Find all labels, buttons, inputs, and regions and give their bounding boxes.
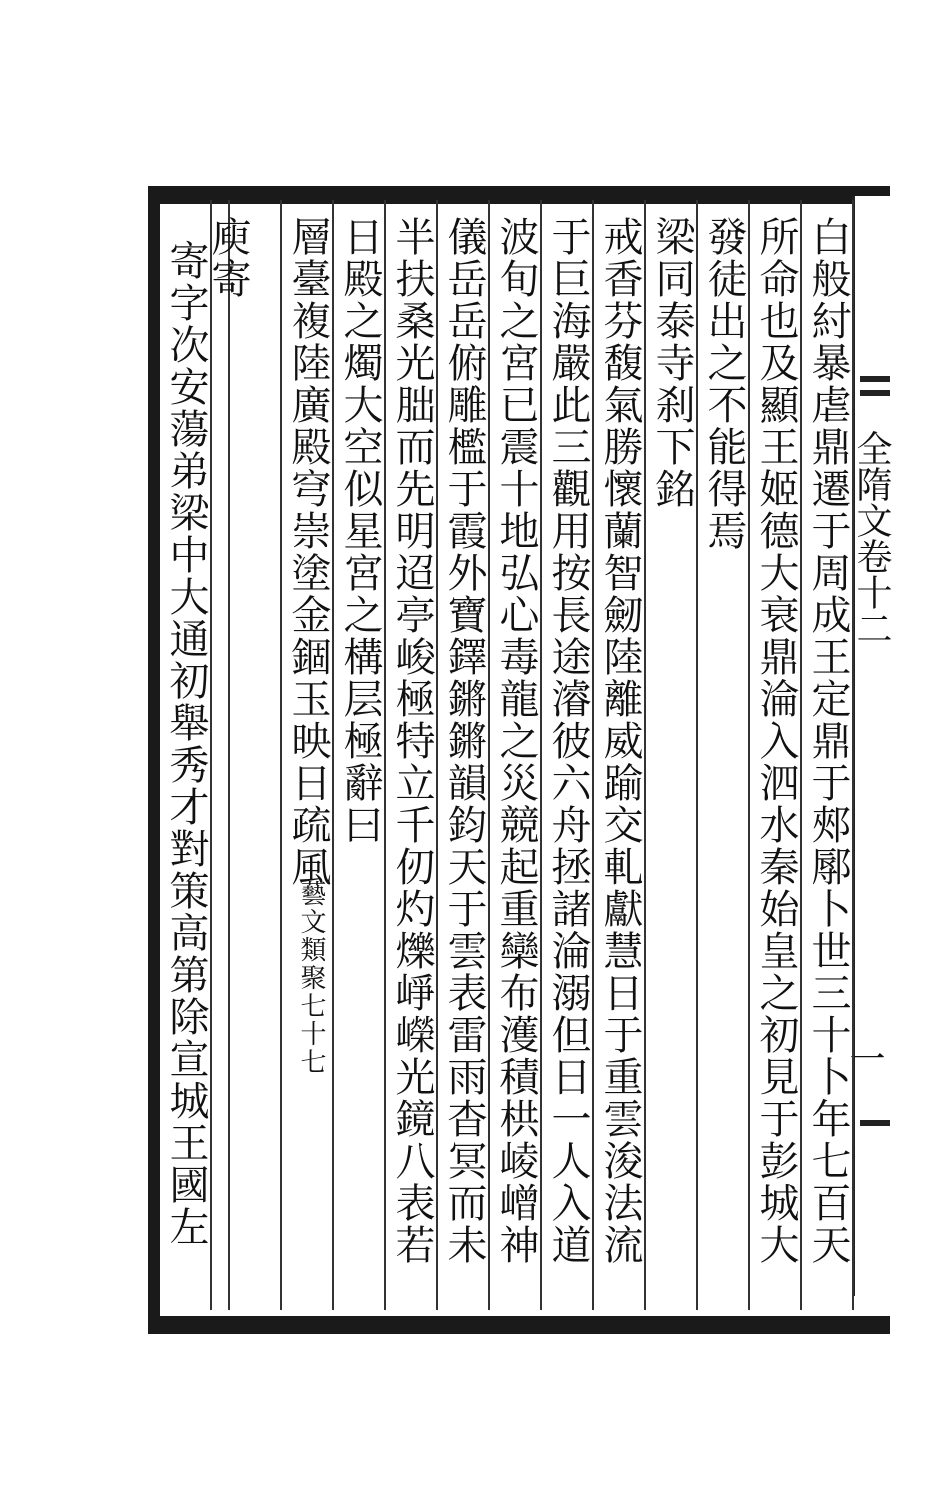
column-rule [644, 200, 646, 1310]
text-column: 白般紂暴虐鼎遷于周成王定鼎于郟鄏卜世三十卜年七百天 [805, 216, 851, 1266]
column-rule [592, 200, 594, 1310]
text-column: 半扶桑光朏而先明迢亭峻極特立千仞灼爍崢嶸光鏡八表若 [389, 216, 435, 1266]
column-rule [210, 200, 212, 1310]
column-rule [332, 200, 334, 1310]
column-rule [748, 200, 750, 1310]
column-rule [384, 200, 386, 1310]
fold-fishtail-mark [860, 1120, 890, 1126]
text-column: 所命也及顯王姬德大衰鼎淪入泗水秦始皇之初見于彭城大 [753, 216, 799, 1266]
fold-fishtail-mark [860, 390, 890, 396]
fold-margin [844, 196, 893, 1296]
annotation-note: 藝文類聚七十七 [296, 880, 326, 1076]
text-column: 波旬之宮已震十地弘心毒龍之災競起重欒布濩積栱崚嶒神 [493, 216, 539, 1266]
fold-fishtail-mark [860, 376, 890, 382]
text-column: 梁同泰寺刹下銘 [649, 216, 695, 510]
text-column: 戒香芬馥氣勝懷蘭智劒陸離威踰交軋獻慧日于重雲浚法流 [597, 216, 643, 1266]
fold-title: 全隋文卷十二 [851, 430, 892, 646]
text-column: 日殿之燭大空似星宮之構层極辭曰 [337, 216, 383, 846]
text-column: 寄字次安蕩弟梁中大通初舉秀才對策高第除宣城王國左 [163, 240, 209, 1248]
column-rule [488, 200, 490, 1310]
fold-page-number: 一 [844, 1040, 885, 1076]
column-rule [696, 200, 698, 1310]
column-rule [852, 200, 854, 1310]
column-rule [800, 200, 802, 1310]
column-rule [540, 200, 542, 1310]
text-column: 于巨海嚴此三觀用按長途濬彼六舟拯諸淪溺但日一人入道 [545, 216, 591, 1266]
text-column: 儀岳岳俯雕檻于霞外寶鐸鏘鏘韻鈞天于雲表雷雨杳冥而未 [441, 216, 487, 1266]
column-rule [436, 200, 438, 1310]
column-rule [280, 200, 282, 1310]
text-column: 發徒出之不能得焉 [701, 216, 747, 552]
text-column: 層臺複陸廣殿穹崇塗金錮玉映日疏風 [285, 216, 331, 888]
text-column: 庾寄 [205, 216, 251, 300]
